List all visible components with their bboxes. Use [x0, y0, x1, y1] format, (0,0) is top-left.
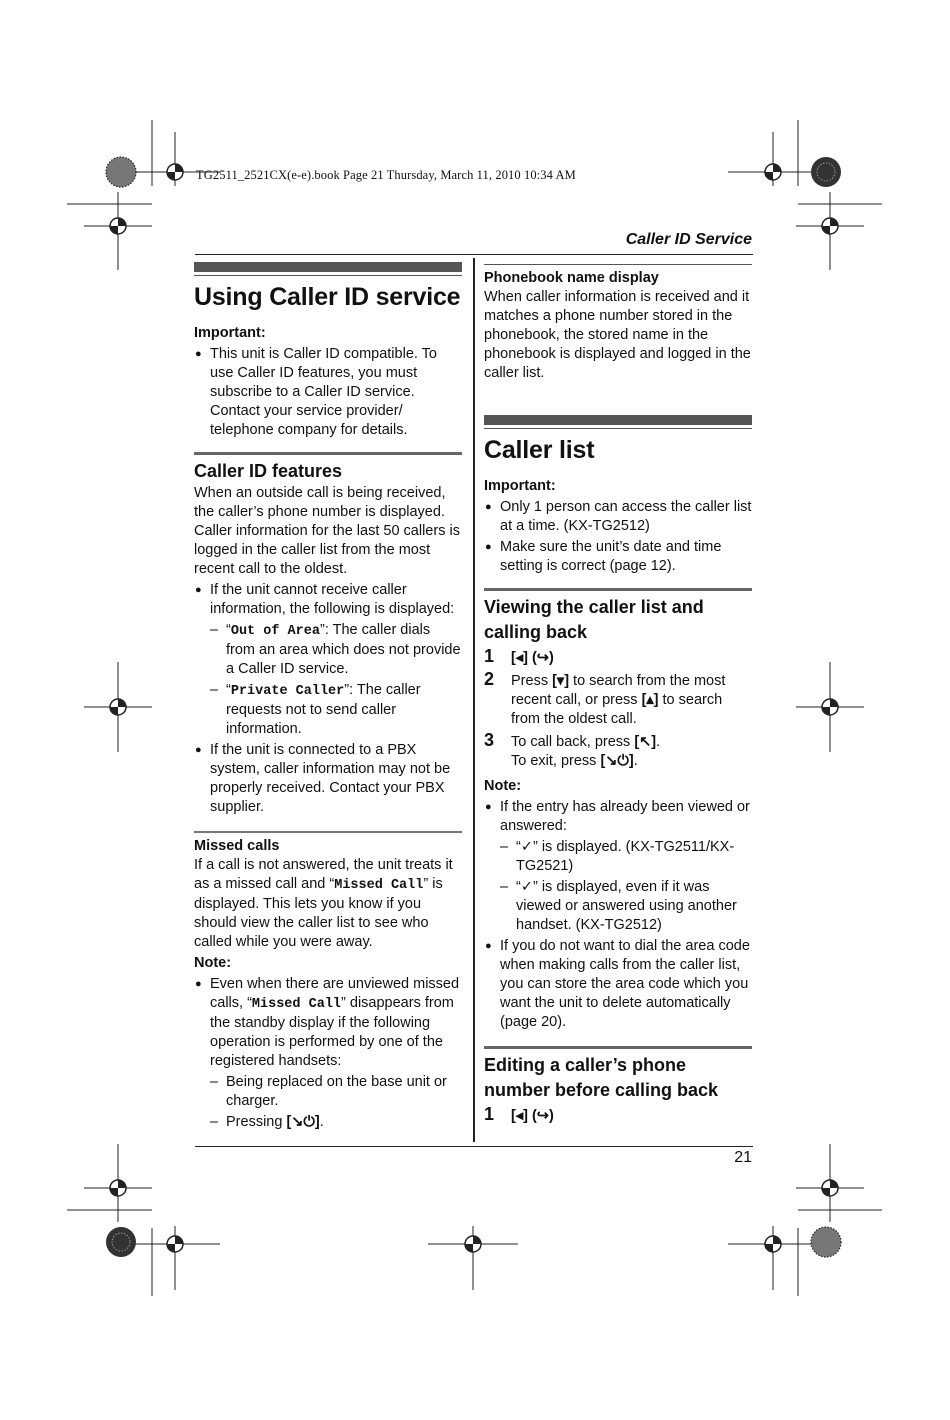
- dash-text: : The caller dials from an area which does not provide a Caller ID service.: [226, 622, 461, 677]
- step-number: 3: [484, 730, 495, 750]
- footer-rule: [195, 1146, 753, 1147]
- display-code: Private Caller: [230, 684, 345, 699]
- viewing-heading: Viewing the caller list and calling back: [484, 597, 704, 642]
- step-text: .: [656, 734, 661, 750]
- step-text: Press: [511, 673, 553, 689]
- missed-text: [194, 856, 462, 952]
- step-text: .: [633, 753, 638, 769]
- note-dash-item: – “✓” is displayed, even if it was viewed or answered using another handset. (KX-TG2512): [484, 878, 752, 935]
- talk-key: [↖]: [634, 734, 657, 750]
- section-rule: [194, 452, 462, 455]
- step-number: 1: [484, 646, 495, 666]
- display-code: Missed Call: [334, 878, 424, 893]
- note-dash-item: [194, 1113, 462, 1132]
- features-bullet: [194, 581, 462, 739]
- note-dash-item: – “✓” is displayed. (KX-TG2511/KX-TG2521): [484, 838, 752, 876]
- off-key: [↘⏻]: [286, 1114, 320, 1130]
- note-bullet-text: If the entry has already been viewed or answered:: [500, 799, 750, 834]
- note-dash-list: [194, 1073, 462, 1132]
- phonebook-heading: Phonebook name display: [484, 270, 659, 286]
- step-text: To exit, press: [511, 753, 601, 769]
- note-text-part: Even when there are unviewed missed calls, “: [210, 976, 460, 1011]
- note-dash-list: [484, 838, 752, 935]
- step-text: to search from the most recent call, or press: [511, 673, 726, 708]
- down-key: [▾]: [552, 673, 570, 689]
- step-number: 1: [484, 1104, 495, 1124]
- step: [484, 669, 752, 729]
- step-number: 2: [484, 669, 495, 689]
- dash-text: : The caller requests not to send caller information.: [226, 682, 421, 737]
- important-item: ● This unit is Caller ID compatible. To use Caller ID features, you must subscribe to a Caller ID service. Contact your service provider/ telephone company for details.: [194, 345, 462, 440]
- note-text-part: ” disappears from the standby display if the following operation is performed by one of the registered handsets:: [210, 995, 454, 1069]
- note-dash-text: Pressing: [226, 1114, 287, 1130]
- important-label: Important:: [484, 478, 556, 494]
- header-rule: [195, 254, 753, 255]
- features-text: When an outside call is being received, the caller’s phone number is displayed. Caller information for the last 50 callers is logged in the caller list from the most recent call to the oldest.: [194, 485, 460, 577]
- editing-heading: Editing a caller’s phone number before calling back: [484, 1055, 719, 1100]
- column-divider: [473, 258, 475, 1142]
- running-header: Caller ID Service: [625, 231, 752, 248]
- step: [484, 1104, 752, 1126]
- missed-heading: Missed calls: [194, 838, 280, 854]
- note-dash-text: .: [319, 1114, 324, 1130]
- dash-list: [194, 621, 462, 739]
- note-label: Note:: [194, 955, 232, 971]
- important-item: ● Only 1 person can access the caller list at a time. (KX-TG2512): [484, 498, 752, 536]
- step-text: to search from the oldest call.: [511, 692, 723, 727]
- important-label: Important:: [194, 325, 266, 341]
- step-keys: [◂] (↪): [511, 650, 554, 666]
- important-list: [194, 345, 462, 440]
- section-title: Caller list: [484, 436, 595, 464]
- step-keys: [◂] (↪): [511, 1108, 554, 1124]
- note-list: [484, 798, 752, 1032]
- title-bar-thin: [484, 428, 752, 429]
- dash-item: – “Out of Area”: The caller dials from an area which does not provide a Caller ID service.: [194, 621, 462, 679]
- note-list: [194, 975, 462, 1132]
- features-list: [194, 581, 462, 817]
- subsection-rule: [194, 831, 462, 833]
- right-column: [484, 262, 752, 1126]
- title-bar-thin: [194, 275, 462, 276]
- display-code: Out of Area: [230, 624, 320, 639]
- important-list: [484, 498, 752, 576]
- page-number: 21: [734, 1149, 752, 1166]
- off-key: [↘⏻]: [600, 753, 634, 769]
- features-heading: Caller ID features: [194, 461, 343, 481]
- important-item: ● Make sure the unit’s date and time setting is correct (page 12).: [484, 538, 752, 576]
- step: [484, 730, 752, 771]
- features-bullet-text: If the unit cannot receive caller information, the following is displayed:: [210, 582, 455, 617]
- title-bar: [194, 262, 462, 273]
- missed-text-part: If a call is not answered, the unit treats it as a missed call and “: [194, 857, 453, 892]
- section-title: Using Caller ID service: [194, 283, 461, 311]
- features-bullet: ● If the unit is connected to a PBX system, caller information may not be properly received. Contact your PBX supplier.: [194, 741, 462, 817]
- missed-text-part: ” is displayed. This lets you know if you should view the caller list to see who called while you were away.: [194, 876, 443, 950]
- note-bullet: [194, 975, 462, 1132]
- section-rule: [484, 1046, 752, 1049]
- note-bullet: [484, 798, 752, 935]
- up-key: [▴]: [641, 692, 659, 708]
- section-rule: [484, 588, 752, 591]
- dash-item: – “Private Caller”: The caller requests not to send caller information.: [194, 681, 462, 739]
- book-header: TG2511_2521CX(e-e).book Page 21 Thursday, March 11, 2010 10:34 AM: [196, 168, 576, 182]
- phonebook-text: When caller information is received and it matches a phone number stored in the phonebook, the stored name in the phonebook is displayed and logged in the caller list.: [484, 289, 751, 381]
- step-text: To call back, press: [511, 734, 635, 750]
- display-code: Missed Call: [251, 997, 342, 1012]
- note-dash-item: – Being replaced on the base unit or charger.: [194, 1073, 462, 1111]
- subsection-rule: [484, 264, 752, 265]
- title-bar: [484, 415, 752, 426]
- left-column: [194, 262, 462, 1132]
- note-bullet: ● If you do not want to dial the area code when making calls from the caller list, you can store the area code which you want the unit to delete automatically (page 20).: [484, 937, 752, 1032]
- note-label: Note:: [484, 778, 522, 794]
- step: [484, 646, 752, 668]
